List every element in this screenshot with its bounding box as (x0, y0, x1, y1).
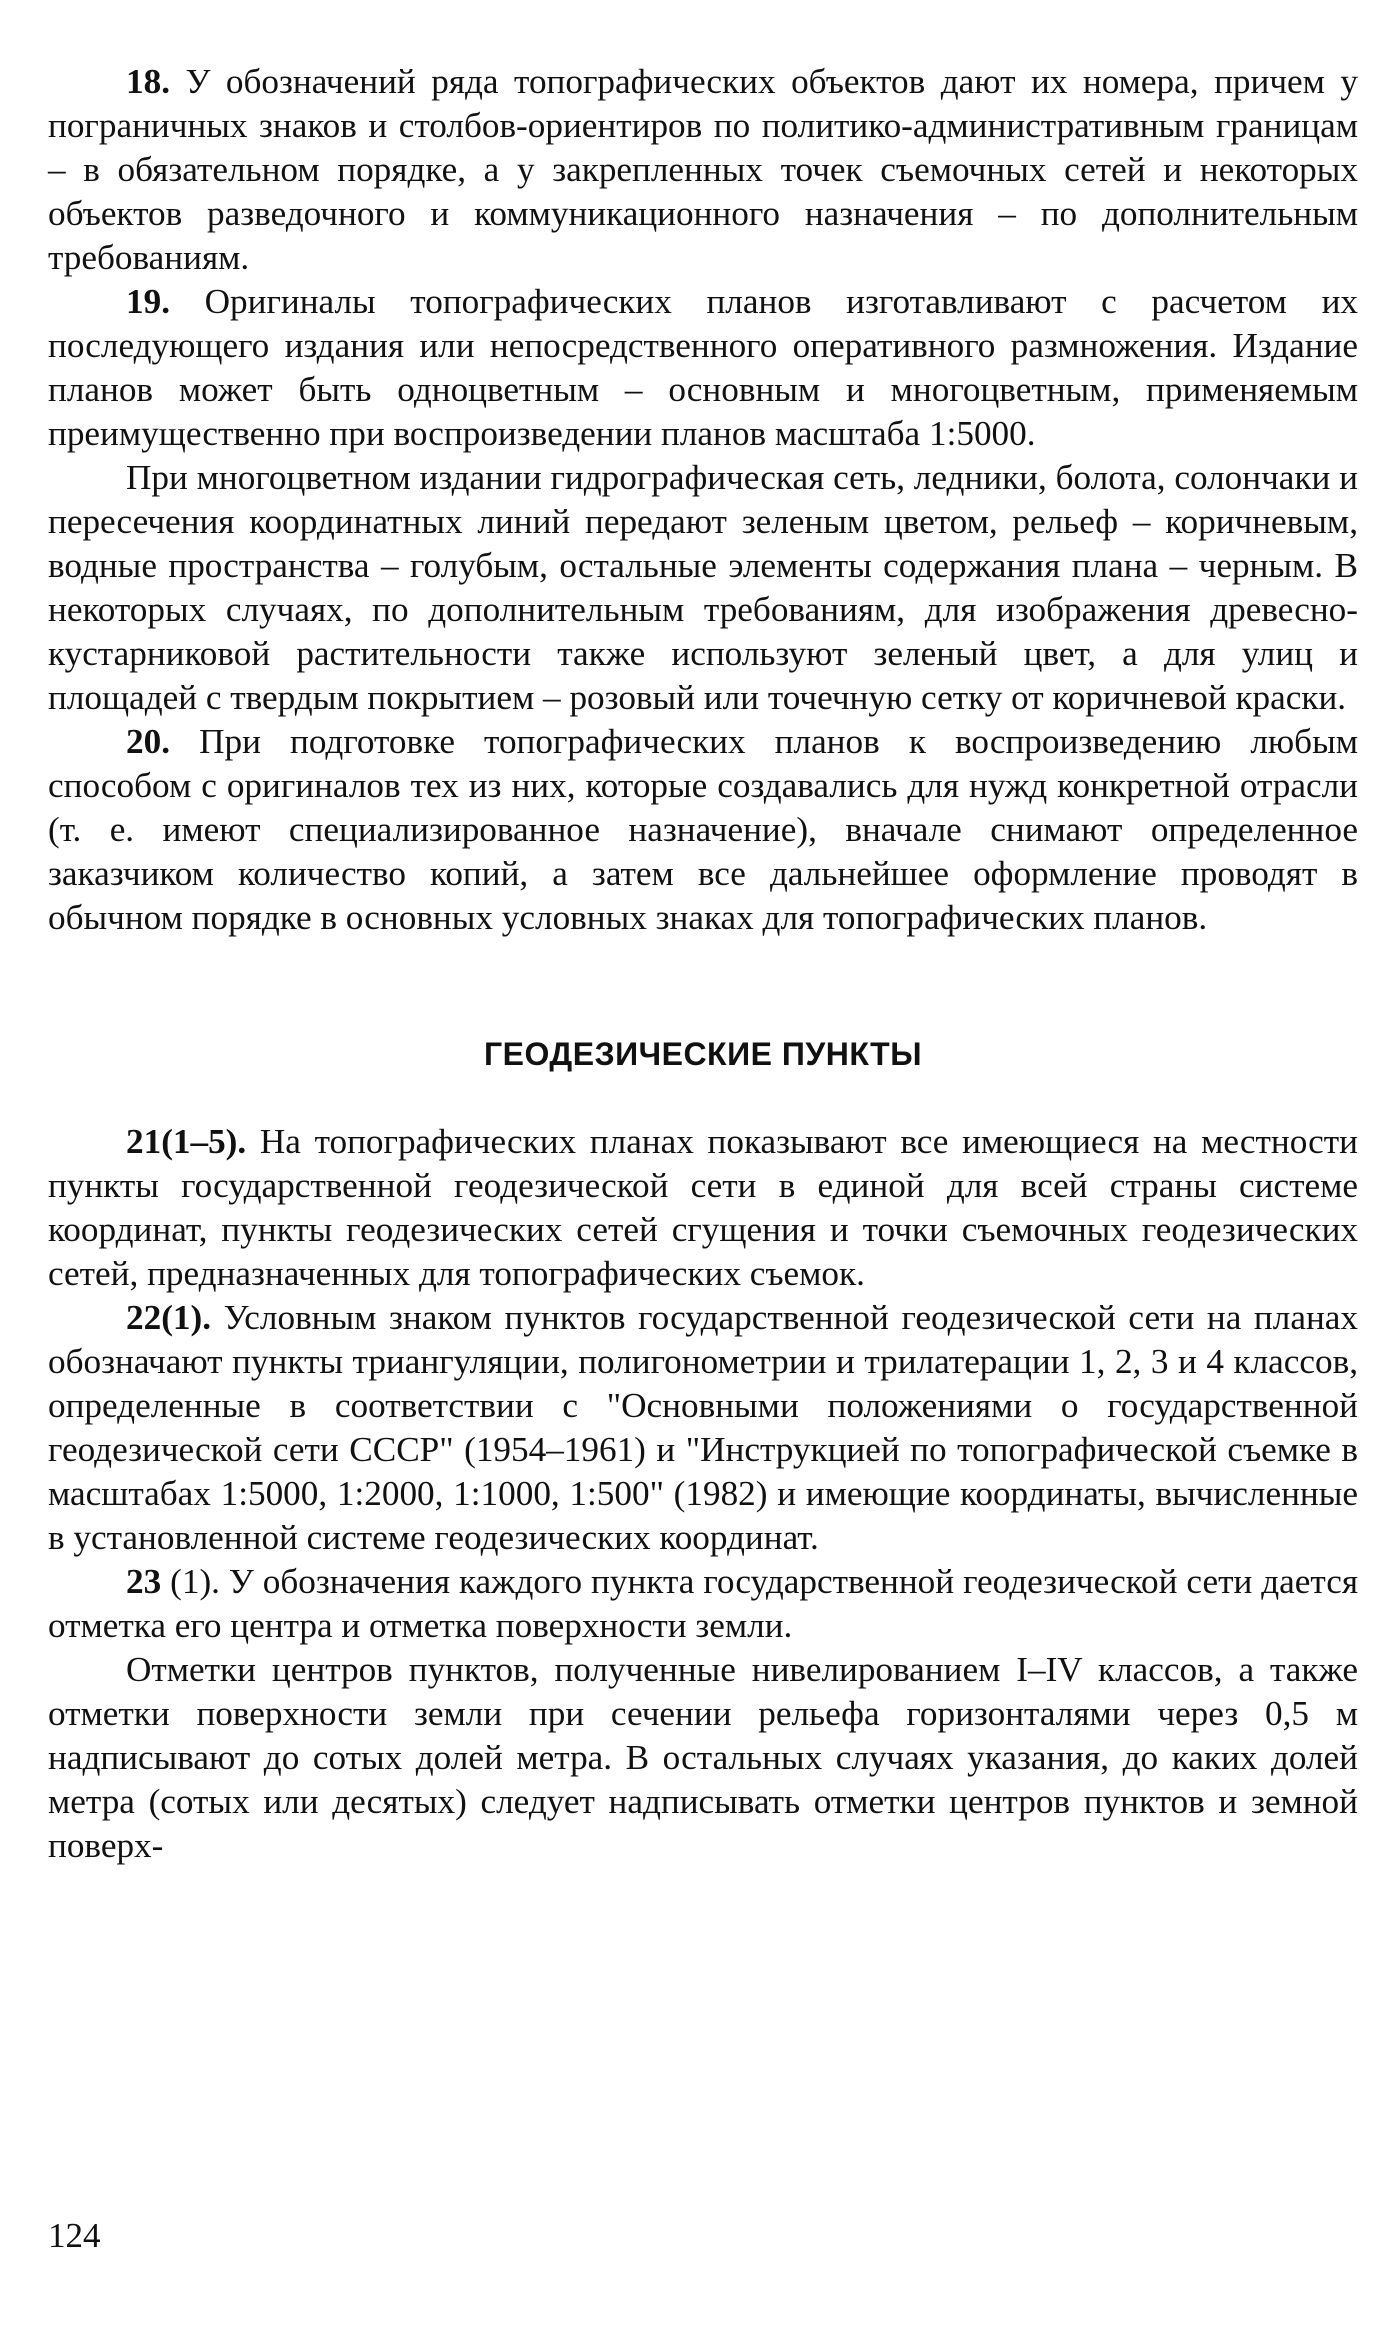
paragraph-21 (48, 1120, 1358, 1296)
paragraph-text: На топографических планах показывают все имеющиеся на местности пункты государственной геодезической сети в единой для всей страны системе координат, пункты геодезических сетей сгущения и точки съемочных геодезических сетей, предназначенных для топографических съемок. (48, 1122, 1358, 1293)
page-number: 124 (48, 2216, 101, 2255)
paragraph-number: 21(1–5). (126, 1122, 247, 1161)
paragraph-18 (48, 60, 1358, 280)
paragraph-text: При подготовке топографических планов к воспроизведению любым способом с оригиналов тех из них, которые создавались для нужд конкретной отрасли (т. е. имеют специализированное назначение), вначале снимают определенное заказчиком количество копий, а затем все дальнейшее оформление проводят в обычном порядке в основных условных знаках для топографических планов. (48, 722, 1358, 937)
paragraph-22 (48, 1296, 1358, 1560)
page-body (48, 60, 1358, 1868)
paragraph-23 (48, 1560, 1358, 1648)
paragraph-number: 22(1). (126, 1298, 212, 1337)
paragraph-text: У обозначений ряда топографических объектов дают их номера, причем у пограничных знаков и столбов-ориентиров по политико-административным границам – в обязательном порядке, а у закрепленных точек съемочных сетей и некоторых объектов разведочного и коммуникационного назначения – по дополнительным требованиям. (48, 62, 1358, 277)
paragraph-23-continued: Отметки центров пунктов, полученные нивелированием I–IV классов, а также отметки поверхности земли при сечении рельефа горизонталями через 0,5 м надписывают до сотых долей метра. В остальных случаях указания, до каких долей метра (сотых или десятых) следует надписывать отметки центров пунктов и земной поверх- (48, 1650, 1358, 1865)
paragraph-20 (48, 720, 1358, 940)
paragraph-19-continued: При многоцветном издании гидрографическая сеть, ледники, болота, солончаки и пересечения координатных линий передают зеленым цветом, рельеф – коричневым, водные пространства – голубым, остальные элементы содержания плана – черным. В некоторых случаях, по дополнительным требованиям, для изображения древесно-кустарниковой растительности также используют зеленый цвет, а для улиц и площадей с твердым покрытием – розовый или точечную сетку от коричневой краски. (48, 458, 1358, 717)
paragraph-number: 20. (126, 722, 170, 761)
paragraph-text: (1). У обозначения каждого пункта государственной геодезической сети дается отметка его центра и отметка поверхности земли. (48, 1562, 1358, 1645)
paragraph-number: 19. (126, 282, 170, 321)
paragraph-number: 23 (126, 1562, 162, 1601)
section-heading: ГЕОДЕЗИЧЕСКИЕ ПУНКТЫ (483, 1036, 923, 1072)
paragraph-number: 18. (126, 62, 170, 101)
paragraph-19 (48, 280, 1358, 456)
paragraph-text: Условным знаком пунктов государственной геодезической сети на планах обозначают пункты триангуляции, полигонометрии и трилатерации 1, 2, 3 и 4 классов, определенные в соответствии с "Основными положениями о государственной геодезической сети СССР" (1954–1961) и "Инструкцией по топографической съемке в масштабах 1:5000, 1:2000, 1:1000, 1:500" (1982) и имеющие координаты, вычисленные в установленной системе геодезических координат. (48, 1298, 1358, 1557)
paragraph-text: Оригиналы топографических планов изготавливают с расчетом их последующего издания или непосредственного оперативного размножения. Издание планов может быть одноцветным – основным и многоцветным, применяемым преимущественно при воспроизведении планов масштаба 1:5000. (48, 282, 1358, 453)
